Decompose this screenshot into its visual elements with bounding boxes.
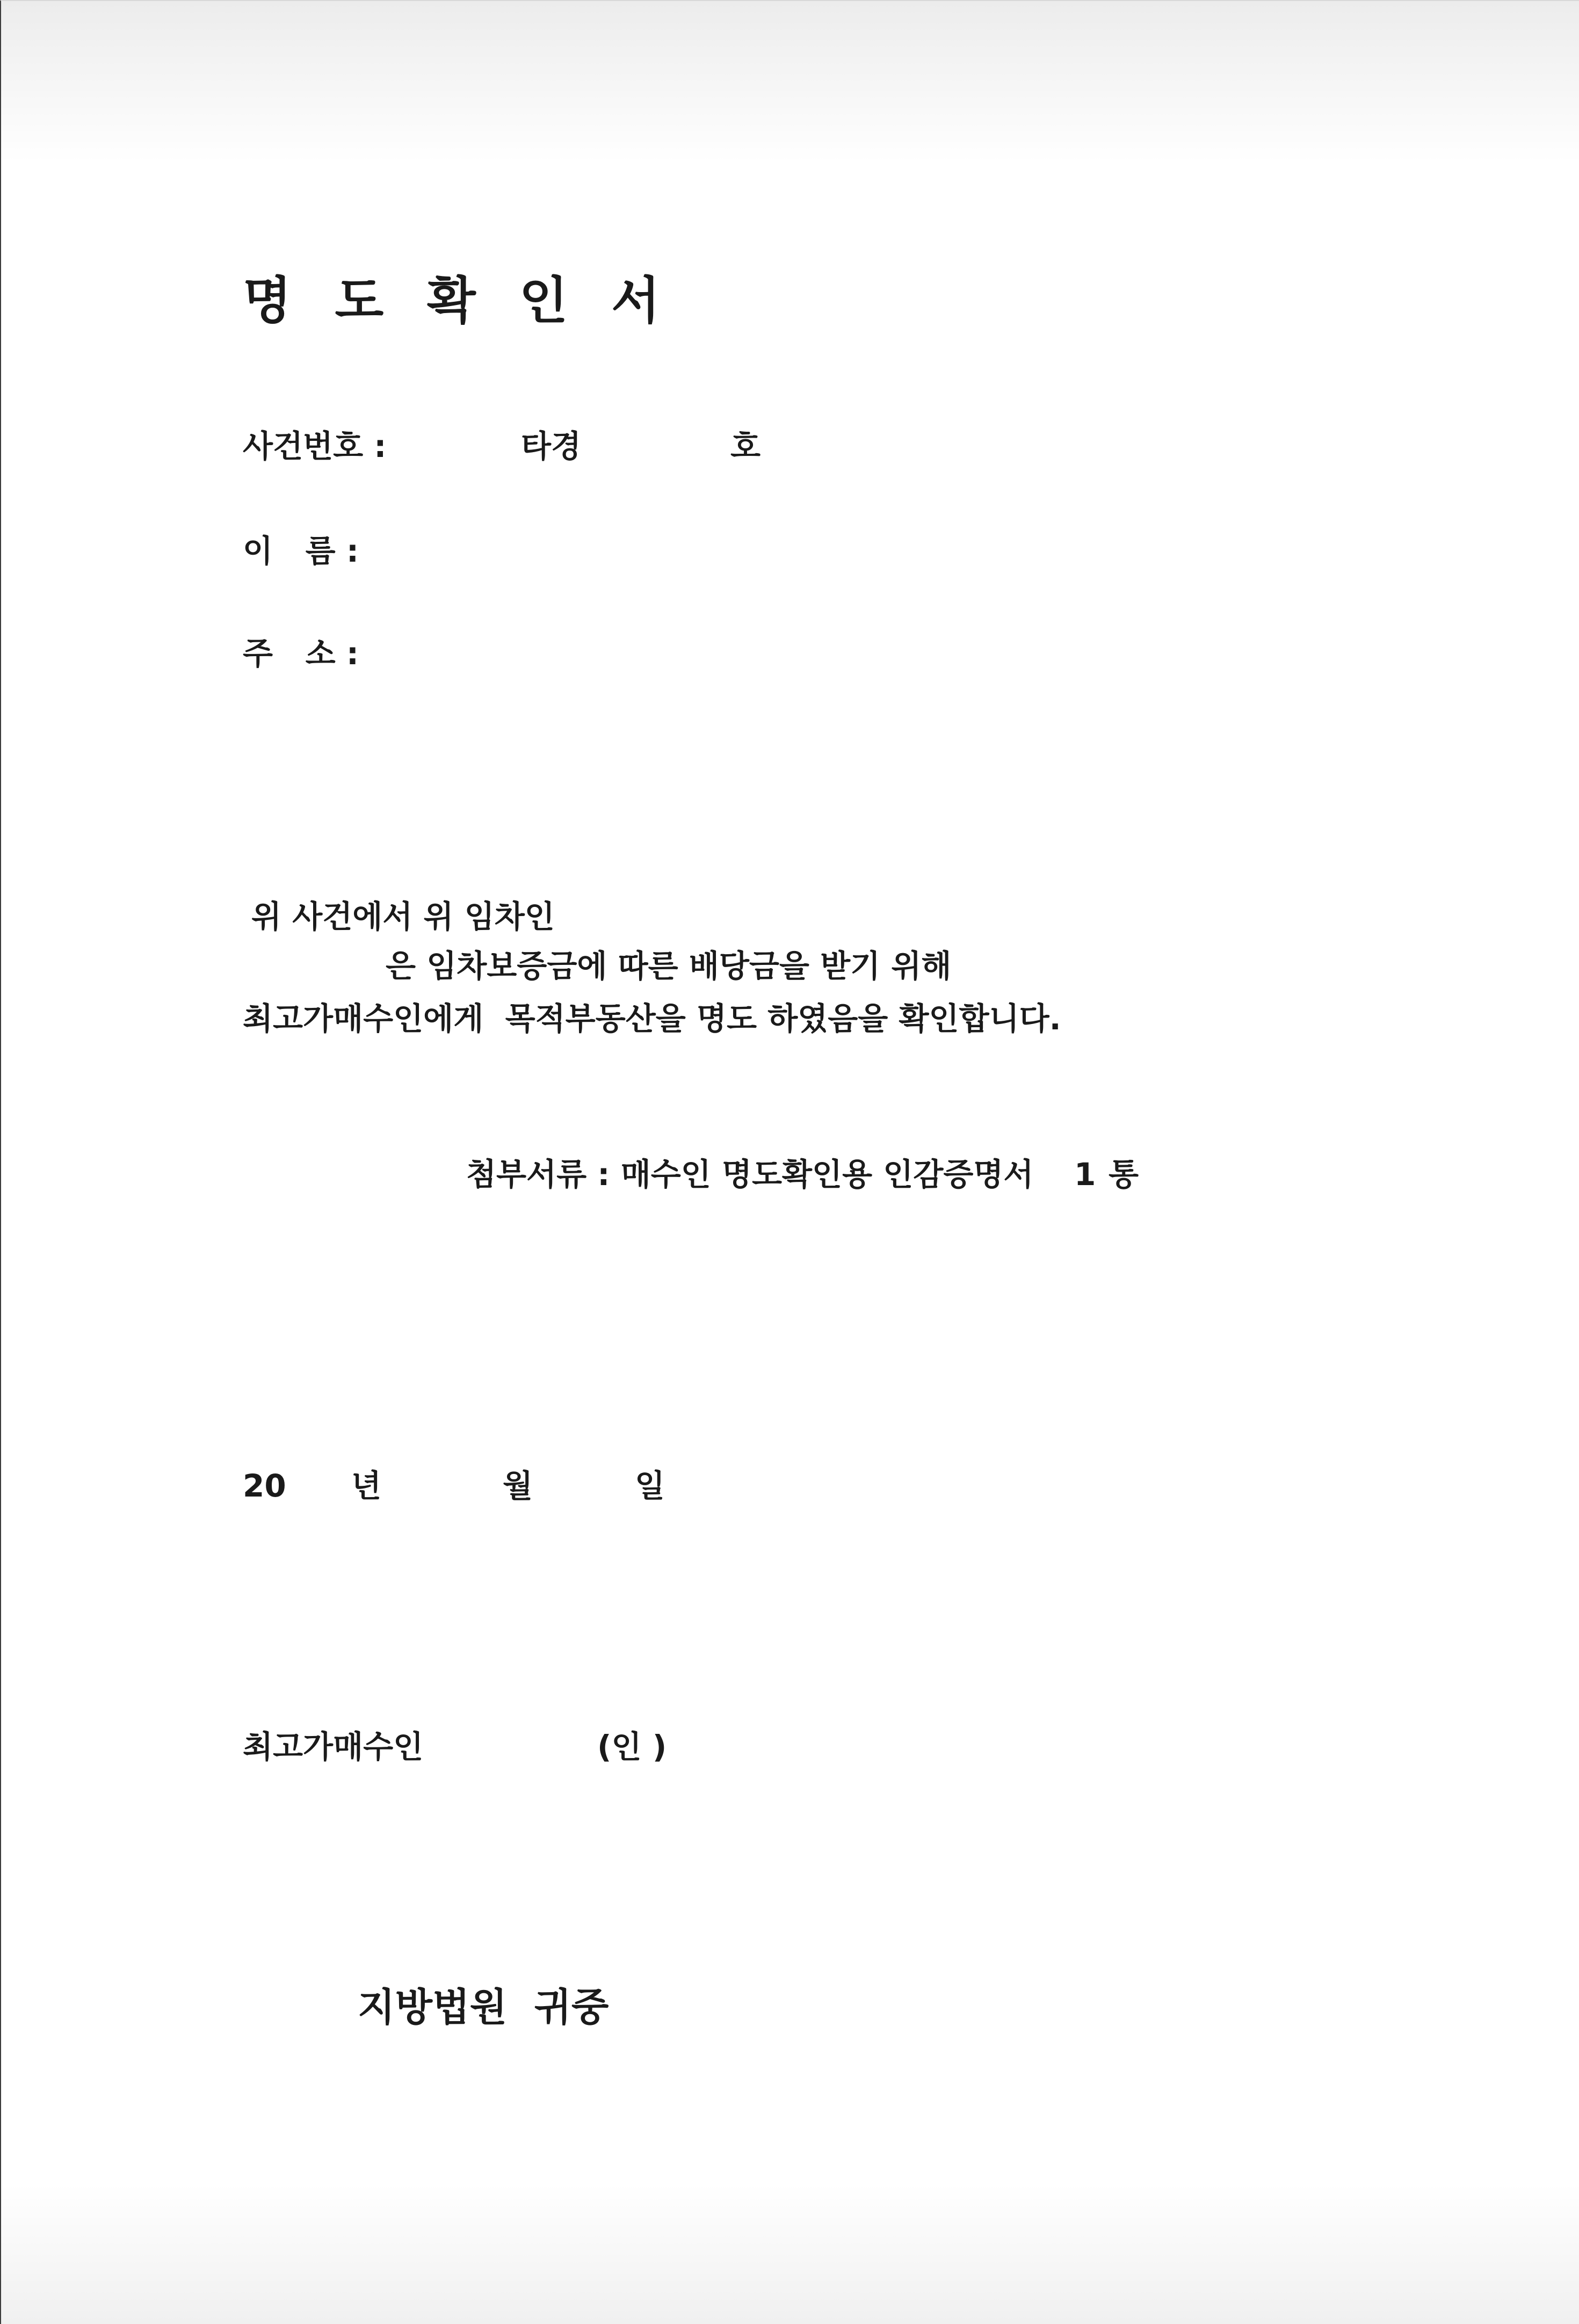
signature-label: 최고가매수인 [243,1729,424,1765]
court-addressee: 지방법원 귀중 [358,1985,609,2030]
date-year-prefix: 20 [243,1468,286,1504]
body-line-2: 은 임차보증금에 따른 배당금을 받기 위해 [386,948,952,984]
name-label: 이 름 : [243,533,359,569]
date-year-unit: 년 [351,1468,382,1504]
body-line-1: 위 사건에서 위 임차인 [251,898,555,935]
attachment-label: 첨부서류 : 매수인 명도확인용 인감증명서 [466,1156,1034,1193]
signature-seal: (인 ) [597,1729,667,1765]
case-number-prefix: 타경 [521,428,582,464]
case-number-suffix: 호 [730,428,761,464]
document-title: 명 도 확 인 서 [243,272,673,330]
attachment-unit: 통 [1109,1156,1139,1193]
top-shadow [1,1,1579,162]
date-month-unit: 월 [503,1468,533,1504]
date-day-unit: 일 [635,1468,665,1504]
attachment-count: 1 [1074,1156,1096,1193]
address-label: 주 소 : [243,635,359,672]
case-number-label: 사건번호 : [243,428,387,464]
body-line-3: 최고가매수인에게 목적부동산을 명도 하였음을 확인합니다. [243,1000,1061,1037]
bottom-shadow [1,2184,1579,2324]
